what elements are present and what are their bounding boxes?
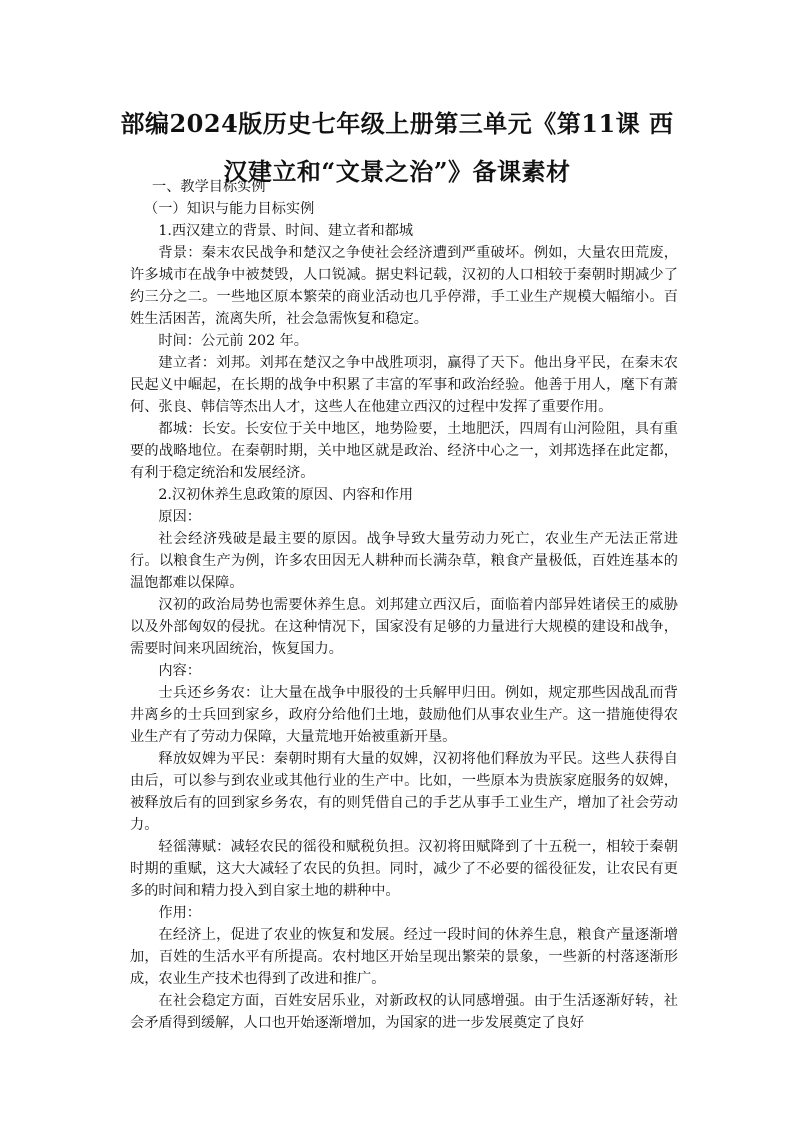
subsection-heading: （一）知识与能力目标实例 bbox=[144, 201, 315, 217]
paragraph: 作用： bbox=[158, 905, 201, 921]
paragraph: 轻徭薄赋：减轻农民的徭役和赋税负担。汉初将田赋降到了十五税一，相较于秦朝时期的重赋，这大大减轻了农民的负担。同时，减少了不必要的徭役征发，让农民有更多的时间和精力投入到自家土地的耕种中。 bbox=[130, 839, 678, 899]
topic-heading: 2.汉初休养生息政策的原因、内容和作用 bbox=[158, 487, 414, 503]
paragraph: 背景：秦末农民战争和楚汉之争使社会经济遭到严重破坏。例如，大量农田荒废，许多城市在战争中被焚毁，人口锐减。据史料记载，汉初的人口相较于秦朝时期减少了约三分之二。一些地区原本繁荣的商业活动也几乎停滞，手工业生产规模大幅缩小。百姓生活困苦，流离失所，社会急需恢复和稳定。 bbox=[130, 245, 678, 327]
document-title: 部编2024版历史七年级上册第三单元《第11课 西汉建立和“文景之治”》备课素材 bbox=[120, 109, 674, 186]
section-heading: 一、教学目标实例 bbox=[152, 179, 266, 195]
paragraph: 都城：长安。长安位于关中地区，地势险要，土地肥沃，四周有山河险阻，具有重要的战略地位。在秦朝时期，关中地区就是政治、经济中心之一，刘邦选择在此定都，有利于稳定统治和发展经济。 bbox=[130, 421, 678, 481]
paragraph: 时间：公元前 202 年。 bbox=[158, 333, 308, 349]
paragraph: 原因： bbox=[158, 509, 201, 525]
paragraph: 建立者：刘邦。刘邦在楚汉之争中战胜项羽，赢得了天下。他出身平民，在秦末农民起义中崛起，在长期的战争中积累了丰富的军事和政治经验。他善于用人，麾下有萧何、张良、韩信等杰出人才，这些人在他建立西汉的过程中发挥了重要作用。 bbox=[130, 355, 678, 415]
paragraph: 释放奴婢为平民：秦朝时期有大量的奴婢，汉初将他们释放为平民。这些人获得自由后，可以参与到农业或其他行业的生产中。比如，一些原本为贵族家庭服务的奴婢，被释放后有的回到家乡务农，有的则凭借自己的手艺从事手工业生产，增加了社会劳动力。 bbox=[130, 751, 678, 833]
paragraph: 汉初的政治局势也需要休养生息。刘邦建立西汉后，面临着内部异姓诸侯王的威胁以及外部匈奴的侵扰。在这种情况下，国家没有足够的力量进行大规模的建设和战争，需要时间来巩固统治，恢复国力。 bbox=[130, 597, 678, 657]
document-body bbox=[130, 176, 678, 1034]
paragraph: 社会经济残破是最主要的原因。战争导致大量劳动力死亡，农业生产无法正常进行。以粮食生产为例，许多农田因无人耕种而长满杂草，粮食产量极低，百姓连基本的温饱都难以保障。 bbox=[130, 531, 678, 591]
paragraph: 士兵还乡务农：让大量在战争中服役的士兵解甲归田。例如，规定那些因战乱而背井离乡的士兵回到家乡，政府分给他们土地，鼓励他们从事农业生产。这一措施使得农业生产有了劳动力保障，大量荒地开始被重新开垦。 bbox=[130, 685, 678, 745]
paragraph: 内容： bbox=[158, 663, 201, 679]
paragraph: 在社会稳定方面，百姓安居乐业，对新政权的认同感增强。由于生活逐渐好转，社会矛盾得到缓解，人口也开始逐渐增加，为国家的进一步发展奠定了良好 bbox=[130, 993, 678, 1031]
paragraph: 在经济上，促进了农业的恢复和发展。经过一段时间的休养生息，粮食产量逐渐增加，百姓的生活水平有所提高。农村地区开始呈现出繁荣的景象，一些新的村落逐渐形成，农业生产技术也得到了改进和推广。 bbox=[130, 927, 678, 987]
topic-heading: 1.西汉建立的背景、时间、建立者和都城 bbox=[158, 223, 414, 239]
